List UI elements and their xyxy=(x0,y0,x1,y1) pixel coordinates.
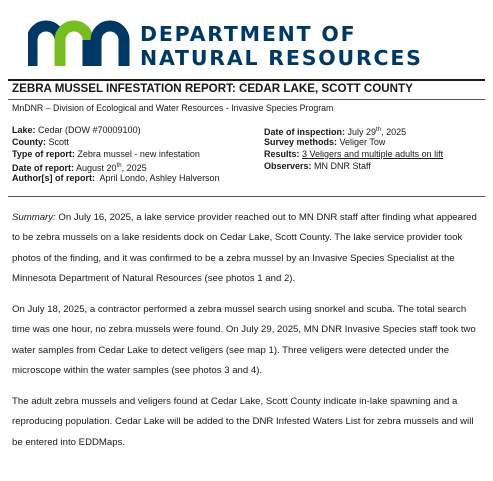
search-paragraph: On July 18, 2025, a contractor performed a zebra mussel search using snorkel and scuba. The total search time was one hour, no zebra mussels were found. On July 29, 2025, MN DNR Invasive Species staff took two water samples from Cedar Lake to detect veligers (see map 1). Three veligers were detected under the microscope within the water samples (see photos 3 and 4). xyxy=(12,304,476,376)
dept-line-2: NATURAL RESOURCES xyxy=(140,46,423,70)
meta-type xyxy=(12,148,262,160)
meta-value: Zebra mussel - new infestation xyxy=(74,149,200,159)
meta-label: Observers: xyxy=(264,161,312,171)
meta-value-after: , 2025 xyxy=(381,127,407,137)
report-meta-left xyxy=(12,124,262,184)
meta-value: Scott xyxy=(46,137,70,147)
meta-sup: th xyxy=(116,163,122,169)
meta-authors xyxy=(12,172,262,184)
meta-date-inspection xyxy=(264,124,489,136)
meta-value: July 29 xyxy=(345,127,377,137)
report-title: ZEBRA MUSSEL INFESTATION REPORT: CEDAR LAKE, SCOTT COUNTY xyxy=(12,82,413,95)
meta-label: Author[s] of report: xyxy=(12,173,95,183)
meta-results xyxy=(264,148,489,160)
meta-label: Survey methods: xyxy=(264,137,338,147)
dept-line-1: DEPARTMENT OF xyxy=(140,22,357,46)
meta-lake xyxy=(12,124,262,136)
summary-text: On July 16, 2025, a lake service provider reached out to MN DNR staff after finding what appeared to be zebra mussels on a lake residents dock on Cedar Lake, Scott County. The lake service provider took photos of the finding, and it was confirmed to be a zebra mussel by an Invasive Species Specialist at the Minnesota Department of Natural Resources (see photos 1 and 2). xyxy=(12,212,477,284)
meta-observers xyxy=(264,160,489,172)
meta-label: Date of report: xyxy=(12,163,75,173)
meta-value: Veliger Tow xyxy=(337,137,386,147)
department-title xyxy=(140,22,423,70)
meta-label: Date of inspection: xyxy=(264,127,346,137)
meta-value: April Londo, Ashley Halverson xyxy=(95,173,220,183)
meta-label: County: xyxy=(12,137,46,147)
conclusion-paragraph: The adult zebra mussels and veligers found at Cedar Lake, Scott County indicate in-lake spawning and a reproducing population. Cedar Lake will be added to the DNR Infested Waters List for zebra mussels and will be entered into EDDMaps. xyxy=(12,396,474,448)
title-rule-bottom xyxy=(8,99,485,100)
meta-value-after: , 2025 xyxy=(121,163,147,173)
meta-sup: th xyxy=(376,127,382,133)
results-link[interactable]: 3 Veligers and multiple adults on lift xyxy=(302,149,444,159)
meta-label: Lake: xyxy=(12,125,36,135)
mn-dnr-logo xyxy=(28,16,132,68)
meta-value: Cedar (DOW #70009100) xyxy=(35,125,141,135)
meta-value: August 20 xyxy=(74,163,117,173)
division-line: MnDNR – Division of Ecological and Water Resources - Invasive Species Program xyxy=(12,103,334,113)
meta-value: MN DNR Staff xyxy=(311,161,371,171)
report-meta-right xyxy=(264,124,489,172)
meta-label: Results: xyxy=(264,149,300,159)
meta-date-report xyxy=(12,160,262,172)
meta-county xyxy=(12,136,262,148)
page-header xyxy=(0,0,493,78)
meta-label: Type of report: xyxy=(12,149,75,159)
summary-label: Summary: xyxy=(12,212,56,223)
meta-rule xyxy=(8,196,485,197)
meta-survey xyxy=(264,136,489,148)
summary-paragraph xyxy=(12,208,482,289)
